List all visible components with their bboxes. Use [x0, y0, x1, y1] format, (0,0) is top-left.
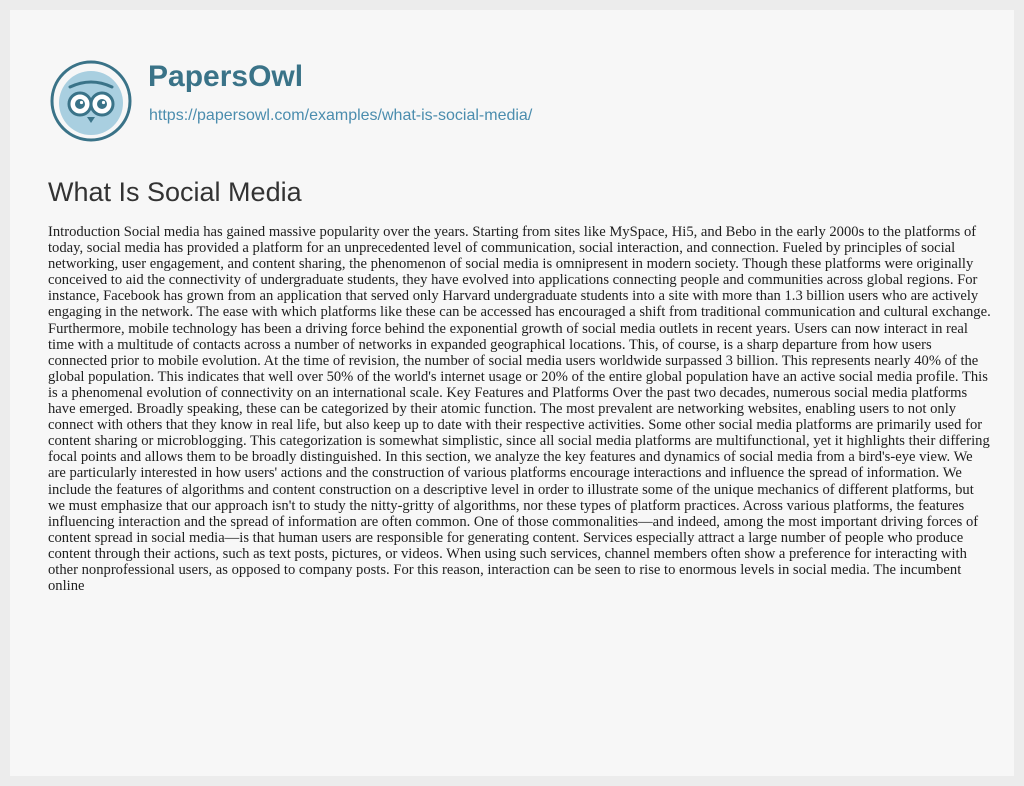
- owl-logo-icon: [50, 60, 132, 142]
- document-title: What Is Social Media: [48, 177, 302, 207]
- source-url-link[interactable]: https://papersowl.com/examples/what-is-social-media/: [149, 107, 533, 124]
- document-body: Introduction Social media has gained massive popularity over the years. Starting from sites like MySpace, Hi5, and Bebo in the early 2000s to the platforms of today, social media has provided a platform for an unprecedented level of communication, social interaction, and connection. Fueled by principles of social networking, user engagement, and content sharing, the phenomenon of social media is omnipresent in modern society. Though these platforms were originally conceived to aid the connectivity of undergraduate students, they have evolved into applications connecting people and communities across global regions. For instance, Facebook has grown from an application that served only Harvard undergraduate students into a site with more than 1.3 billion users who are actively engaging in the network. The ease with which platforms like these can be accessed has encouraged a shift from traditional communication and cultural exchange. Furthermore, mobile technology has been a driving force behind the exponential growth of social media outlets in recent years. Users can now interact in real time with a multitude of contacts across a number of networks in expanded geographical locations. This, of course, is a sharp departure from how users connected prior to mobile evolution. At the time of revision, the number of social media users worldwide surpassed 3 billion. This represents nearly 40% of the global population. This indicates that well over 50% of the world's internet usage or 20% of the entire global population have an active social media profile. This is a phenomenal evolution of connectivity on an international scale. Key Features and Platforms Over the past two decades, numerous social media platforms have emerged. Broadly speaking, these can be categorized by their atomic function. The most prevalent are networking websites, enabling users to not only connect with others that they know in real life, but also keep up to date with their respective activities. Some other social media platforms are primarily used for content sharing or microblogging. This categorization is somewhat simplistic, since all social media platforms are multifunctional, yet it highlights their differing focal points and allows them to be broadly distinguished. In this section, we analyze the key features and dynamics of social media from a bird's-eye view. We are particularly interested in how users' actions and the construction of various platforms encourage interactions and influence the spread of information. We include the features of algorithms and content construction on a descriptive level in order to illustrate some of the unique mechanics of different platforms, but we must emphasize that our approach isn't to study the nitty-gritty of algorithms, nor these types of platform practices. Across various platforms, the features influencing interaction and the spread of information are often common. One of those commonalities—and indeed, among the most important driving forces of content spread in social media—is that human users are responsible for generating content. Services especially attract a large number of people who produce content through their actions, such as text posts, pictures, or videos. When using such services, channel members often show a preference for interacting with other nonprofessional users, as opposed to company posts. For this reason, interaction can be seen to rise to enormous levels in social media. The incumbent online: [48, 224, 991, 595]
- document-page: [10, 10, 1014, 776]
- brand-name: PapersOwl: [148, 60, 304, 93]
